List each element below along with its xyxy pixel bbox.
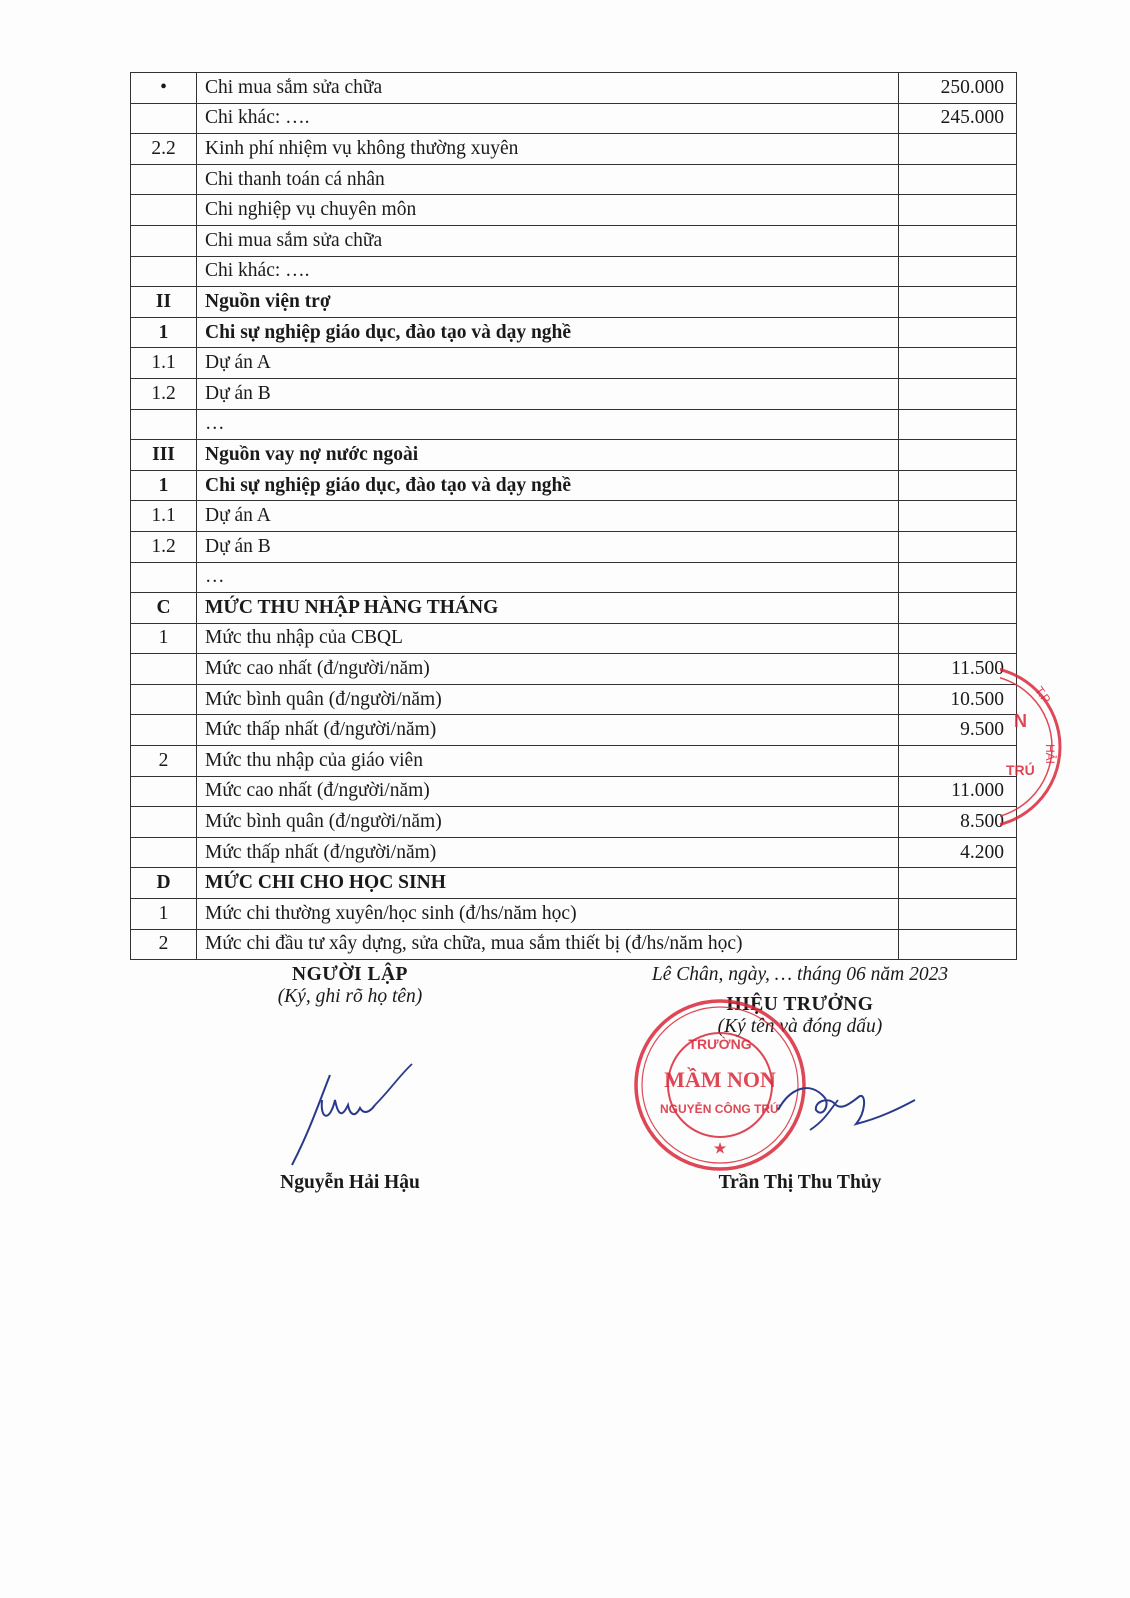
table-row xyxy=(131,195,1017,226)
table-row xyxy=(131,409,1017,440)
row-label: Chi khác: …. xyxy=(197,256,899,287)
row-label: Chi nghiệp vụ chuyên môn xyxy=(197,195,899,226)
row-label: Chi khác: …. xyxy=(197,103,899,134)
row-number xyxy=(131,807,197,838)
row-amount: 11.500 xyxy=(899,654,1017,685)
row-number xyxy=(131,684,197,715)
table-row xyxy=(131,746,1017,777)
svg-text:NGUYỄN CÔNG TRỨ: NGUYỄN CÔNG TRỨ xyxy=(660,1102,780,1116)
row-number: II xyxy=(131,287,197,318)
table-row xyxy=(131,134,1017,165)
preparer-signature-block xyxy=(230,964,470,1008)
row-number xyxy=(131,225,197,256)
row-amount xyxy=(899,164,1017,195)
row-amount xyxy=(899,348,1017,379)
row-amount xyxy=(899,470,1017,501)
row-label: Mức chi thường xuyên/học sinh (đ/hs/năm học) xyxy=(197,899,899,930)
row-label: Mức cao nhất (đ/người/năm) xyxy=(197,776,899,807)
table-row xyxy=(131,225,1017,256)
row-label: Chi mua sắm sửa chữa xyxy=(197,225,899,256)
row-amount: 11.000 xyxy=(899,776,1017,807)
table-row xyxy=(131,868,1017,899)
date-line: Lê Chân, ngày, … tháng 06 năm 2023 xyxy=(651,964,949,985)
row-number: • xyxy=(131,73,197,104)
table-row xyxy=(131,164,1017,195)
row-label: Mức thấp nhất (đ/người/năm) xyxy=(197,715,899,746)
row-amount: 9.500 xyxy=(899,715,1017,746)
row-number: 1.2 xyxy=(131,531,197,562)
principal-name: Trần Thị Thu Thủy xyxy=(718,1172,882,1193)
row-number: 1 xyxy=(131,317,197,348)
row-amount xyxy=(899,562,1017,593)
row-amount xyxy=(899,593,1017,624)
table-row xyxy=(131,470,1017,501)
principal-role: HIỆU TRƯỞNG xyxy=(726,994,874,1015)
row-amount: 250.000 xyxy=(899,73,1017,104)
svg-text:★: ★ xyxy=(713,1140,727,1156)
table-row xyxy=(131,103,1017,134)
table-row xyxy=(131,348,1017,379)
principal-hint: (Ký tên và đóng dấu) xyxy=(717,1016,883,1037)
svg-text:TRƯỜNG: TRƯỜNG xyxy=(688,1036,752,1052)
row-number xyxy=(131,776,197,807)
row-label: Dự án A xyxy=(197,348,899,379)
row-number: 1.1 xyxy=(131,348,197,379)
row-amount: 4.200 xyxy=(899,837,1017,868)
row-label: Kinh phí nhiệm vụ không thường xuyên xyxy=(197,134,899,165)
row-amount: 245.000 xyxy=(899,103,1017,134)
row-label: … xyxy=(197,409,899,440)
row-amount xyxy=(899,287,1017,318)
table-row xyxy=(131,593,1017,624)
table-row xyxy=(131,929,1017,960)
row-number: 1 xyxy=(131,899,197,930)
table-row xyxy=(131,715,1017,746)
row-number xyxy=(131,837,197,868)
svg-text:TRÚ: TRÚ xyxy=(1006,762,1035,778)
preparer-hint: (Ký, ghi rõ họ tên) xyxy=(277,986,423,1007)
row-amount xyxy=(899,929,1017,960)
row-number xyxy=(131,715,197,746)
row-label: Mức thu nhập của giáo viên xyxy=(197,746,899,777)
row-amount xyxy=(899,899,1017,930)
table-row xyxy=(131,807,1017,838)
row-label: Mức thu nhập của CBQL xyxy=(197,623,899,654)
svg-text:MẦM NON: MẦM NON xyxy=(664,1067,776,1092)
row-number xyxy=(131,103,197,134)
row-number: 1 xyxy=(131,470,197,501)
row-amount xyxy=(899,868,1017,899)
row-number: 2.2 xyxy=(131,134,197,165)
row-amount: 8.500 xyxy=(899,807,1017,838)
row-label: Chi mua sắm sửa chữa xyxy=(197,73,899,104)
row-number xyxy=(131,654,197,685)
row-number xyxy=(131,195,197,226)
table-row xyxy=(131,562,1017,593)
budget-table xyxy=(130,72,1017,960)
row-amount xyxy=(899,409,1017,440)
row-label: Chi thanh toán cá nhân xyxy=(197,164,899,195)
row-label: … xyxy=(197,562,899,593)
svg-text:HẢI: HẢI xyxy=(1043,744,1057,765)
principal-signature xyxy=(770,1070,920,1140)
row-label: Mức thấp nhất (đ/người/năm) xyxy=(197,837,899,868)
row-amount xyxy=(899,317,1017,348)
row-number: 2 xyxy=(131,929,197,960)
row-number xyxy=(131,164,197,195)
row-label: Mức bình quân (đ/người/năm) xyxy=(197,684,899,715)
table-row xyxy=(131,899,1017,930)
row-amount xyxy=(899,256,1017,287)
row-label: Mức bình quân (đ/người/năm) xyxy=(197,807,899,838)
svg-text:T.P: T.P xyxy=(1032,683,1054,707)
row-amount xyxy=(899,134,1017,165)
table-row xyxy=(131,501,1017,532)
table-row xyxy=(131,654,1017,685)
row-amount xyxy=(899,225,1017,256)
preparer-name-block xyxy=(230,1172,470,1194)
table-row xyxy=(131,623,1017,654)
row-amount: 10.500 xyxy=(899,684,1017,715)
table-row xyxy=(131,317,1017,348)
row-amount xyxy=(899,440,1017,471)
row-label: Mức chi đầu tư xây dựng, sửa chữa, mua sắm thiết bị (đ/hs/năm học) xyxy=(197,929,899,960)
table-row xyxy=(131,684,1017,715)
row-label: Dự án A xyxy=(197,501,899,532)
row-amount xyxy=(899,501,1017,532)
preparer-signature xyxy=(280,1060,420,1170)
row-label: Chi sự nghiệp giáo dục, đào tạo và dạy nghề xyxy=(197,317,899,348)
row-number xyxy=(131,256,197,287)
row-number xyxy=(131,562,197,593)
row-label: Dự án B xyxy=(197,378,899,409)
principal-name-block xyxy=(650,1172,950,1194)
stamp-partial xyxy=(1000,655,1070,840)
row-label: MỨC THU NHẬP HÀNG THÁNG xyxy=(197,593,899,624)
row-amount xyxy=(899,746,1017,777)
table-row xyxy=(131,440,1017,471)
row-amount xyxy=(899,195,1017,226)
row-amount xyxy=(899,623,1017,654)
table-row xyxy=(131,776,1017,807)
row-number: 2 xyxy=(131,746,197,777)
row-number: C xyxy=(131,593,197,624)
preparer-role: NGƯỜI LẬP xyxy=(292,964,408,985)
row-number: III xyxy=(131,440,197,471)
row-label: Mức cao nhất (đ/người/năm) xyxy=(197,654,899,685)
row-number: 1.1 xyxy=(131,501,197,532)
table-row xyxy=(131,287,1017,318)
row-number: D xyxy=(131,868,197,899)
table-row xyxy=(131,531,1017,562)
row-label: Chi sự nghiệp giáo dục, đào tạo và dạy nghề xyxy=(197,470,899,501)
preparer-name: Nguyễn Hải Hậu xyxy=(280,1172,420,1193)
row-label: MỨC CHI CHO HỌC SINH xyxy=(197,868,899,899)
table-body xyxy=(131,73,1017,960)
principal-date-block xyxy=(590,964,1010,986)
row-number xyxy=(131,409,197,440)
row-number: 1.2 xyxy=(131,378,197,409)
row-label: Nguồn vay nợ nước ngoài xyxy=(197,440,899,471)
row-amount xyxy=(899,378,1017,409)
table-row xyxy=(131,378,1017,409)
row-label: Nguồn viện trợ xyxy=(197,287,899,318)
table-row xyxy=(131,256,1017,287)
row-label: Dự án B xyxy=(197,531,899,562)
svg-text:N: N xyxy=(1014,711,1027,731)
table-row xyxy=(131,837,1017,868)
row-number: 1 xyxy=(131,623,197,654)
table-row xyxy=(131,73,1017,104)
row-amount xyxy=(899,531,1017,562)
